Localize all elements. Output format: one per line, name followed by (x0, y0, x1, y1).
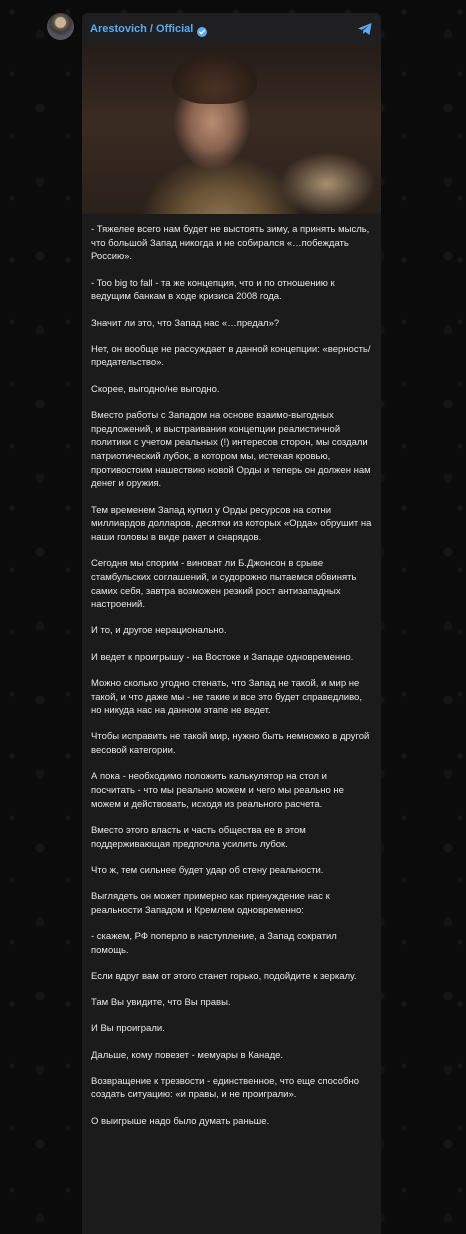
telegram-icon[interactable] (357, 21, 373, 37)
paragraph: - скажем, РФ поперло в наступление, а Запад сократил помощь. (91, 931, 337, 956)
post-text (82, 214, 381, 1128)
post-header (82, 13, 381, 44)
paragraph: Нет, он вообще не рассуждает в данной концепции: «верность/предательство». (91, 343, 371, 369)
paragraph: Тем временем Запад купил у Орды ресурсов на сотни миллиардов долларов, десятки из которых «Орда» обрушит на наши головы в виде ракет и снарядов. (91, 504, 372, 543)
paragraph: Чтобы исправить не такой мир, нужно быть немножко в другой весовой категории. (91, 731, 370, 757)
paragraph: Выглядеть он может примерно как принуждение нас к реальности Западом и Кремлем одновременно: (91, 891, 330, 916)
paragraph: - Тяжелее всего нам будет не выстоять зиму, а принять мысль, что большой Запад никогда и не собирался «…побеждать Россию». (91, 224, 370, 263)
paragraph: Если вдруг вам от этого станет горько, подойдите к зеркалу. (91, 970, 357, 982)
post-card (82, 13, 381, 1234)
paragraph: Можно сколько угодно стенать, что Запад не такой, и мир не такой, и что даже мы - не такие и все это будет справедливо, но никуда нас на данном этапе не ведет. (91, 677, 362, 717)
paragraph: Вместо этого власть и часть общества ее в этом поддерживающая предпочла усилить лубок. (91, 825, 306, 850)
post-photo[interactable] (82, 44, 381, 214)
verified-badge-icon (197, 24, 207, 34)
paragraph: Значит ли это, что Запад нас «…предал»? (91, 317, 280, 329)
avatar[interactable] (47, 13, 74, 40)
paragraph: Скорее, выгодно/не выгодно. (91, 383, 220, 395)
photo-detail (172, 54, 257, 104)
paragraph: Вместо работы с Западом на основе взаимо-выгодных предложений, и выстраивания концепции реалистичной политики с учетом реальных (!) интересов сторон, мы создали патриотический лубок, в котором мы, истекая кровью, противостоим нашествию новой Орды и теперь он должен нам денег и оружия. (91, 409, 371, 490)
paragraph: И Вы проиграли. (91, 1023, 165, 1035)
paragraph: Сегодня мы спорим - виноват ли Б.Джонсон в срыве стамбульских соглашений, и судорожно пытаемся обвинять самих себя, завтра возможен резкий рост антизападных настроений. (91, 558, 357, 611)
paragraph: А пока - необходимо положить калькулятор на стол и посчитать - что мы реально можем и чего мы реально не можем и действовать, исходя из реального расчета. (91, 771, 344, 810)
paragraph: О выигрыше надо было думать раньше. (91, 1115, 270, 1127)
paragraph: Что ж, тем сильнее будет удар об стену реальности. (91, 864, 324, 876)
paragraph: Возвращение к трезвости - единственное, что еще способно создать ситуацию: «и правы, и не проиграли». (91, 1075, 360, 1101)
paragraph: Дальше, кому повезет - мемуары в Канаде. (91, 1049, 284, 1061)
channel-name[interactable]: Arestovich / Official (90, 22, 194, 35)
paragraph: - Too big to fall - та же концепция, что и по отношению к ведущим банкам в ходе кризиса 2008 года. (91, 277, 335, 303)
paragraph: Там Вы увидите, что Вы правы. (91, 997, 231, 1009)
paragraph: И ведет к проигрышу - на Востоке и Западе одновременно. (91, 651, 354, 663)
paragraph: И то, и другое нерационально. (91, 625, 227, 637)
